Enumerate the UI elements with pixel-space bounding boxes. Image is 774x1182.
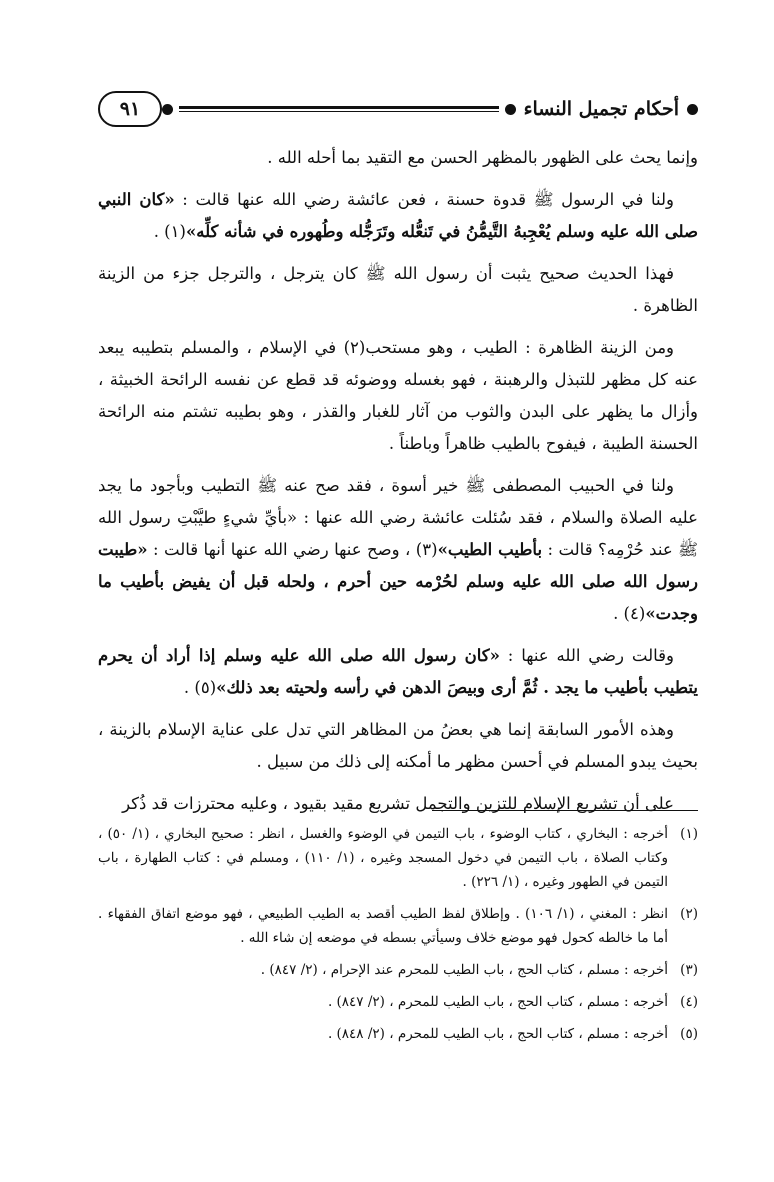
paragraph: وإنما يحث على الظهور بالمظهر الحسن مع التقيد بما أحله الله .	[267, 148, 698, 167]
hadith-quote: «كان النبي صلى الله عليه وسلم يُعْجِبهُ التَّيمُّنُ في تَنعُّله وتَرَجُّله وطُهوره في شأنه كلِّه»	[98, 190, 698, 241]
footnote-text: أخرجه : مسلم ، كتاب الحج ، باب الطيب للمحرم ، (٢/ ٨٤٧) .	[327, 994, 668, 1010]
hadith-quote: «طيبت رسول الله صلى الله عليه وسلم لحُرْمه حين أحرم ، ولحله قبل أن يفيض بأطيب ما وجدت»	[98, 540, 698, 623]
hadith-quote: «كان رسول الله صلى الله عليه وسلم إذا أراد أن يحرم يتطيب بأطيب ما يجد . ثُمَّ أرى وبيصَ الدهن في رأسه ولحيته بعد ذلك»	[98, 646, 698, 697]
header-bullet-icon	[162, 104, 173, 115]
footnote-number: (٤)	[680, 994, 698, 1010]
footnote	[98, 958, 698, 982]
footnote	[98, 902, 698, 950]
paragraph: ومن الزينة الظاهرة : الطيب ، وهو مستحب(٢) في الإسلام ، والمسلم بتطيبه يبعد عنه كل مظهر للتبذل والرهبنة ، فهو بغسله ووضوئه قد قطع عن نفسه الرائحة الخبيثة ، وأزال ما يظهر على البدن والثوب من آثار للغبار والقذر ، وهو بطيبه تشتم منه الرائحة الحسنة الطيبة ، فيفوح بالطيب ظاهراً وباطناً .	[98, 338, 698, 453]
paragraph	[98, 470, 698, 630]
footnote-text: انظر : المغني ، (١/ ١٠٦) . وإطلاق لفظ الطيب أقصد به الطيب الطبيعي ، فهو موضع اتفاق الفقهاء . أما ما خالطه كحول فهو موضع خلاف وسيأتي بسطه في موضعه إن شاء الله .	[98, 906, 668, 946]
page-header	[98, 92, 698, 126]
footnote-ref: (١) .	[153, 222, 186, 241]
paragraph-text: ولنا في الحبيب المصطفى ﷺ خير أسوة ، فقد صح عنه ﷺ التطيب وبأجود ما يجد عليه الصلاة والسلام ، فقد سُئلت عائشة رضي الله عنها : «بأيِّ شيءٍ طيَّبْتِ رسول الله ﷺ عند حُرْمِه؟ قالت :	[98, 476, 699, 559]
footnote-number: (٢)	[680, 906, 698, 922]
main-text	[98, 142, 698, 830]
paragraph: فهذا الحديث صحيح يثبت أن رسول الله ﷺ كان يترجل ، والترجل جزء من الزينة الظاهرة .	[98, 264, 698, 315]
paragraph-text: ولنا في الرسول ﷺ قدوة حسنة ، فعن عائشة رضي الله عنها قالت :	[174, 190, 674, 209]
header-bullet-icon	[505, 104, 516, 115]
hadith-quote: بأطيب الطيب»	[437, 540, 543, 559]
paragraph: وهذه الأمور السابقة إنما هي بعضُ من المظاهر التي تدل على عناية الإسلام بالزينة ، بحيث يبدو المسلم في أحسن مظهر ما أمكنه إلى ذلك من سبيل .	[98, 720, 698, 771]
header-rule	[179, 106, 499, 112]
footnote-divider	[432, 810, 698, 811]
footnote-text: أخرجه : مسلم ، كتاب الحج ، باب الطيب للمحرم ، (٢/ ٨٤٨) .	[327, 1026, 668, 1042]
paragraph-text: (٣) ، وصح عنها رضي الله عنها أنها قالت :	[147, 540, 438, 559]
footnote-text: أخرجه : مسلم ، كتاب الحج ، باب الطيب للمحرم عند الإحرام ، (٢/ ٨٤٧) .	[260, 962, 668, 978]
footnote	[98, 1022, 698, 1046]
page-number: ٩١	[98, 91, 162, 127]
paragraph	[98, 184, 698, 248]
footnote-ref: (٥) .	[183, 678, 217, 697]
paragraph	[98, 640, 698, 704]
header-bullet-icon	[687, 104, 698, 115]
footnote-number: (٥)	[680, 1026, 698, 1042]
footnote-number: (٣)	[680, 962, 698, 978]
footnote-ref: (٤) .	[613, 604, 646, 623]
paragraph: على أن تشريع الإسلام للتزين والتجمل تشريع مقيد بقيود ، وعليه محترزات قد ذُكر	[122, 794, 674, 813]
paragraph-text: وقالت رضي الله عنها :	[499, 646, 674, 665]
footnote-number: (١)	[680, 826, 698, 842]
footnotes	[98, 822, 698, 1054]
footnote	[98, 822, 698, 894]
footnote-text: أخرجه : البخاري ، كتاب الوضوء ، باب التيمن في الوضوء والغسل ، انظر : صحيح البخاري ، (١/ ٥٠) ، وكتاب الصلاة ، باب التيمن في دخول المسجد وغيره ، (١/ ١١٠) ، ومسلم في : كتاب الطهارة ، باب التيمن في الطهور وغيره ، (١/ ٢٢٦) .	[98, 826, 668, 890]
running-title: أحكام تجميل النساء	[523, 98, 679, 120]
footnote	[98, 990, 698, 1014]
